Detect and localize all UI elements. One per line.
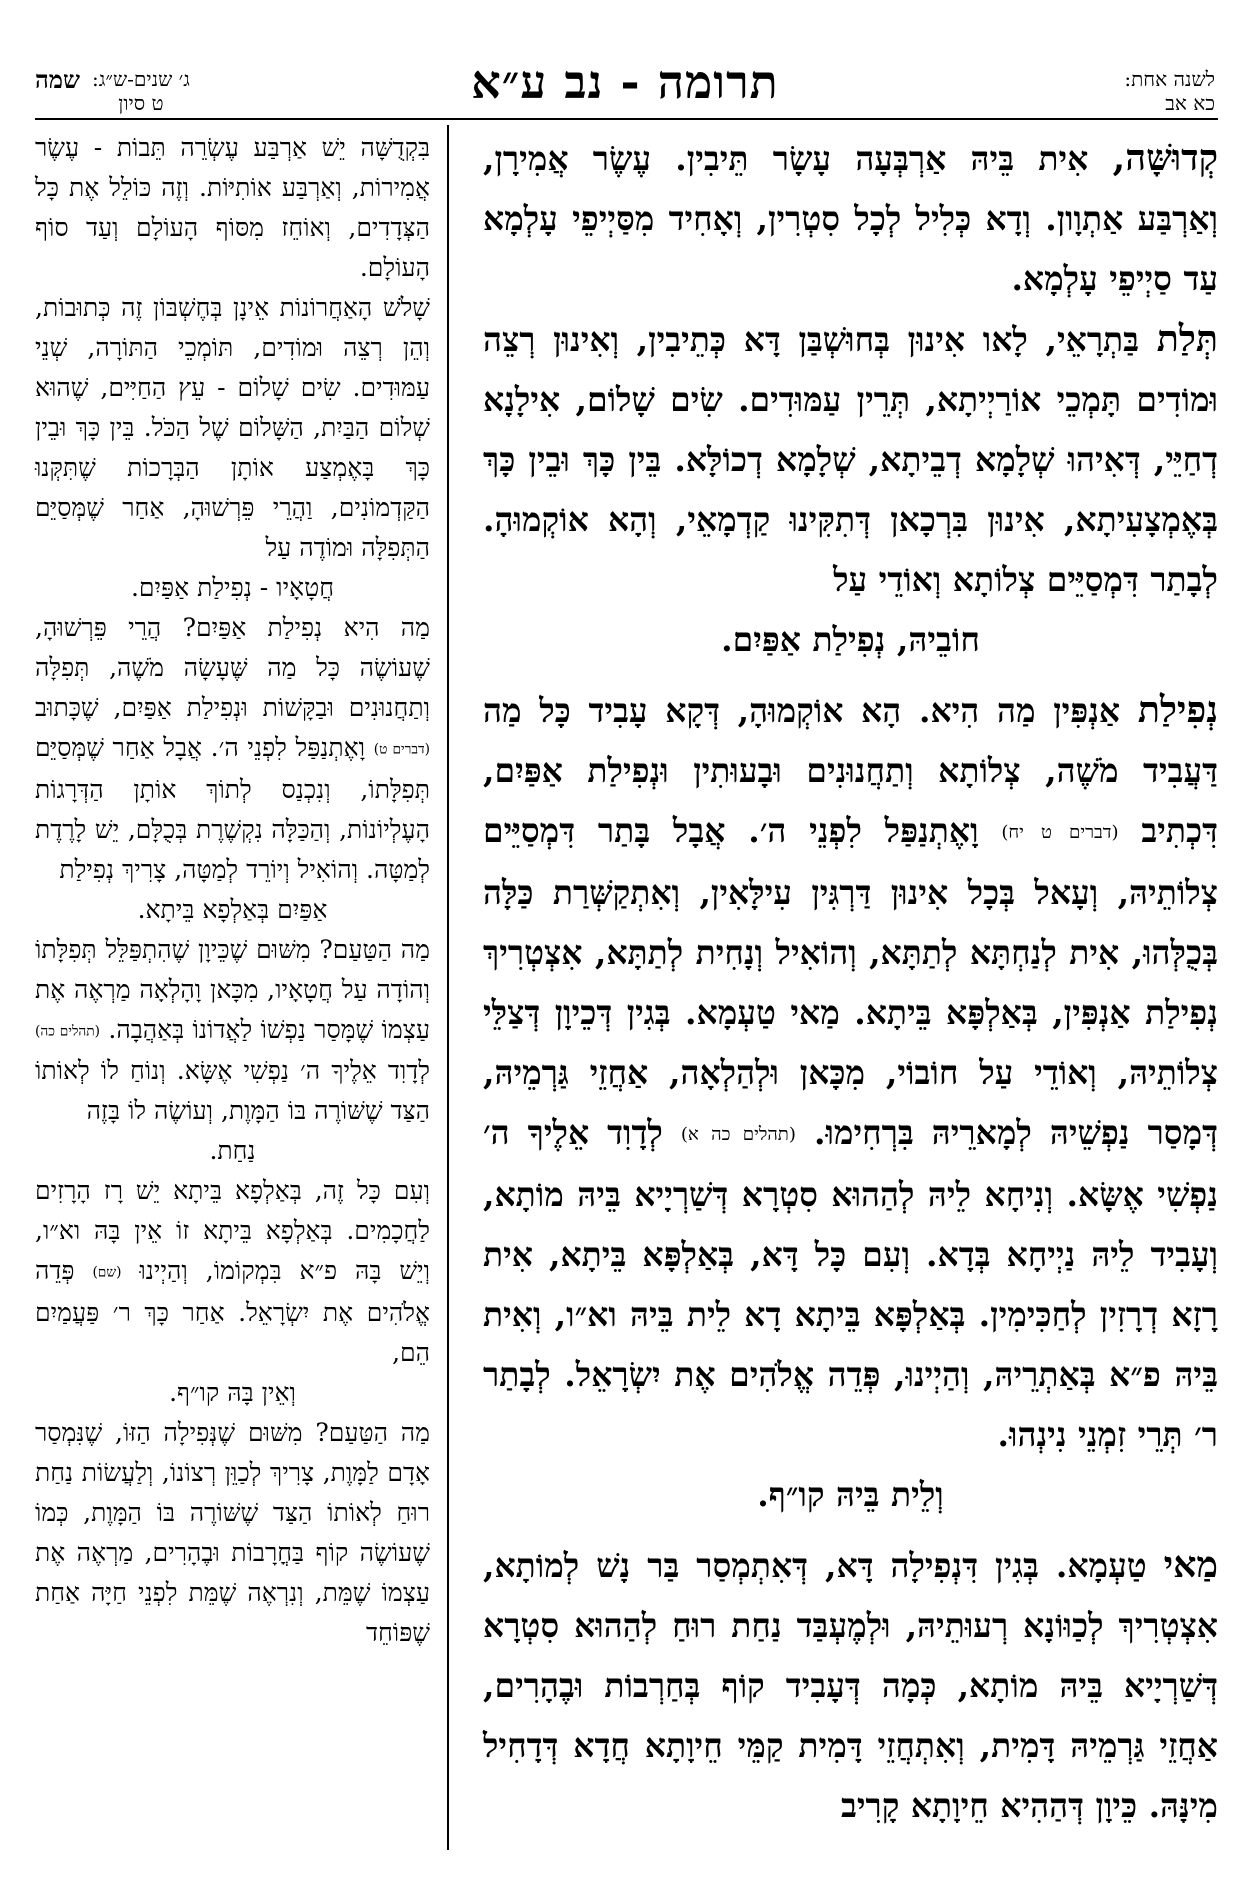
- paragraph-gap: [483, 1525, 1218, 1535]
- schedule-three-years: [35, 67, 190, 115]
- commentary-body: מַה הִיא נְפִילַת אַפַּיִם? הֲרֵי פֵּרְשׁוּהָ, שֶׁעוֹשֶׂה כָּל מַה שֶּׁעָשָׂה מֹשֶׁה, תְּפִלָּה וְתַחֲנוּנִים וּבַקָּשׁוֹת וּנְפִילַת אַפַּיִם, שֶׁכָּתוּב: [35, 613, 430, 722]
- paragraph-lead-word: נְפִילַת: [1137, 688, 1218, 731]
- main-paragraph-4: [483, 1535, 1218, 1836]
- commentary-paragraph-4-tail: נַחַת.: [209, 1136, 256, 1165]
- paragraph-gap: [483, 670, 1218, 680]
- commentary-paragraph-3-tail: אַפַּיִם בְּאַלְפָא בֵּיתָא.: [137, 894, 328, 924]
- commentary-paragraph-5: [35, 1171, 430, 1373]
- main-paragraph-1: [483, 128, 1218, 309]
- commentary-body: פְּדֵה אֱלֹהִים אֶת יִשְׂרָאֵל. אַחַר כָּךְ ר׳ פַּעֲמַיִם הֵם,: [35, 1256, 430, 1367]
- source-reference: (תהלים כה א): [680, 1124, 796, 1145]
- main-paragraph-3: [483, 680, 1218, 1465]
- paragraph-body: לְדָוִד אֵלֶיךָ ה׳ נַפְשִׁי אֶשָּׂא. וְנִיחָא לֵיהּ לְהַהוּא סִטְרָא דְּשַׁרְיָיא בֵּיהּ מוֹתָא, וְעָבִיד לֵיהּ נַיְיחָא בְּדָא. וְעִם כָּל דָּא, בְּאַלְפָּא בֵּיתָא, אִית רָזָא דְרָזִין לְחַכִּימִין. בְּאַלְפָּא בֵּיתָא דָא לֵית בֵּיהּ וא״ו, וְאִית בֵּיהּ פ״א בְּאַתְרֵיהּ, וְהַיְינוּ, פְּדֵה אֱלֹהִים אֶת יִשְׂרָאֵל. לְבָתַר ר׳ תְּרֵי זִמְנֵי נִינְהוּ.: [483, 1113, 1218, 1454]
- main-paragraph-2: [483, 309, 1218, 610]
- paragraph-body: טַעְמָא. בְּגִין דִּנְפִילָה דָּא, דְּאִתְמְסַר בַּר נָשׁ לְמוֹתָא, אִצְטְרִיךְ לְכַוּוֹנָא רְעוּתֵיהּ, וּלְמֶעְבַּד נַחַת רוּחַ לְהַהוּא סִטְרָא דְּשַׁרְיָיא בֵּיהּ מוֹתָא, כְּמָה דְּעָבִיד קוֹף בְּחַרְבוֹת וּבֶהָרִים, אַחֲזֵי גַּרְמֵיהּ דָּמִית, וְאִתְחֲזֵי דָּמִית קַמֵּי חֵיוָתָא חֲדָא דְּדָחִיל מִינָּהּ. כֵּיוָן דְּהַהִיא חֵיוָתָא קָרִיב: [483, 1546, 1218, 1825]
- page-header: [35, 55, 1215, 115]
- source-reference: (דברים ט יח): [1001, 822, 1119, 843]
- main-paragraph-2-tail: חוֹבֵיהּ, נְפִילַת אַפַּיִם.: [721, 620, 980, 659]
- column-divider: [447, 125, 449, 1850]
- source-reference: (דברים ט): [373, 741, 430, 758]
- paragraph-lead-word: תְּלַת: [1156, 317, 1218, 360]
- commentary-column: [35, 128, 430, 1653]
- commentary-body: וָאֶתְנַפַּל לִפְנֵי ה׳. אֲבָל אַחַר שֶׁמְּסַיֵּם תְּפִלָּתוֹ, וְנִכְנַס לְתוֹךְ אוֹתָן הַדְּרָגוֹת הָעֶלְיוֹנוֹת, וְהַכַּלָּה נִקְשֶׁרֶת בְּכֻלָּם, יֵשׁ לָרֶדֶת לְמַטָּה. וְהוֹאִיל וְיוֹרֵד לְמַטָּה, צָרִיךְ נְפִילַת: [35, 733, 430, 884]
- main-text-column: [483, 128, 1218, 1836]
- source-reference: (שם): [92, 1264, 122, 1281]
- schedule-one-year-label: לשנה אחת:: [1124, 67, 1215, 91]
- commentary-paragraph-5-tail: וְאֵין בָּהּ קו״ף.: [169, 1377, 296, 1407]
- commentary-body: וְעִם כָּל זֶה, בְּאַלְפָא בֵּיתָא יֵשׁ רָז הָרָזִים לַחֲכָמִים. בְּאַלְפָא בֵּיתָא זוֹ אֵין בָּהּ וא״ו, וְיֵשׁ בָּהּ פ״א בִּמְקוֹמוֹ, וְהַיְינוּ: [35, 1176, 430, 1285]
- commentary-body: לְדָוִד אֵלֶיךָ ה׳ נַפְשִׁי אֶשָּׂא. וְנוֹחַ לוֹ לְאוֹתוֹ הַצַּד שֶׁשּׁוֹרֶה בּוֹ הַמָּוֶת, וְעוֹשֶׂה לוֹ בָּזֶה: [35, 1056, 430, 1125]
- paragraph-body: וָאֶתְנַפַּל לִפְנֵי ה׳. אֲבָל בָּתַר דִּמְסַיֵּים צְלוֹתֵיהּ, וְעָאל בְּכָל אִינוּן דַּרְגִּין עִילָּאִין, וְאִתְקַשְּׁרַת כַּלָּה בְּכֻלְּהוּ, אִית לְנַחְתָּא לְתַתָּא, וְהוֹאִיל וְנָחִית לְתַתָּא, אִצְטְרִיךְ נְפִילַת אַנְפִּין, בְּאַלְפָּא בֵּיתָא. מַאי טַעְמָא. בְּגִין דְּכֵיוָן דְּצַלֵּי צְלוֹתֵיהּ, וְאוֹדֵי עַל חוֹבוֹי, מִכָּאן וּלְהַלְאָה, אַחֲזֵי גַּרְמֵיהּ, דְּמָסַר נַפְשֵׁיהּ לְמָארֵיהּ בִּרְחִימוּ.: [483, 811, 1218, 1152]
- commentary-paragraph-4: [35, 930, 430, 1132]
- commentary-paragraph-3: [35, 608, 430, 890]
- source-reference: (תהלים כה): [35, 1023, 101, 1039]
- commentary-paragraph-1: בִּקְדֻשָּׁה יֵשׁ אַרְבַּע עֶשְׂרֵה תֵּבוֹת - עֶשֶׂר אֲמִירוֹת, וְאַרְבַּע אוֹתִיּוֹת. וְזֶה כּוֹלֵל אֶת כָּל הַצְּדָדִים, וְאוֹחֵז מִסּוֹף הָעוֹלָם וְעַד סוֹף הָעוֹלָם.: [35, 133, 430, 282]
- paragraph-body: אִית בֵּיהּ אַרְבְּעָה עָשָׂר תֵּיבִין. עֶשֶׂר אֲמִירָן, וְאַרְבַּע אַתְוָון. וְדָא כְּלִיל לְכָל סִטְרִין, וְאָחִיד מִסַּיְיפֵי עָלְמָא עַד סַיְיפֵי עָלְמָא.: [483, 139, 1218, 298]
- schedule-three-years-label: ג׳ שנים-ש״ג:: [92, 67, 190, 91]
- main-paragraph-3-tail: וְלֵית בֵּיהּ קו״ף.: [757, 1475, 944, 1514]
- paragraph-lead-word: קְדוּשָּׁה,: [1112, 136, 1218, 179]
- commentary-paragraph-2-tail: חֲטָאָיו - נְפִילַת אַפַּיִם.: [130, 573, 335, 602]
- schedule-dates: [92, 67, 190, 115]
- paragraph-body: אַנְפִּין מַה הִיא. הָא אוֹקְמוּהָ, דְּקָא עָבִיד כָּל מַה דַּעֲבִיד מֹשֶׁה, צְלוֹתָא וְתַחֲנוּנִים וּבָעוּתִין וּנְפִילַת אַפַּיִם, דִּכְתִיב: [483, 691, 1219, 850]
- commentary-paragraph-2: שָׁלֹשׁ הָאַחֲרוֹנוֹת אֵינָן בְּחֶשְׁבּוֹן זֶה כְּתוּבוֹת, וְהֵן רְצֵה וּמוֹדִים, תּוֹמְכֵי הַתּוֹרָה, שְׁנֵי עַמּוּדִים. שִׂים שָׁלוֹם - עֵץ הַחַיִּים, שֶׁהוּא שְׁלוֹם הַבַּיִת, הַשָּׁלוֹם שֶׁל הַכֹּל. בֵּין כָּךְ וּבֵין כָּךְ בָּאֶמְצַע אוֹתָן הַבְּרָכוֹת שֶׁתִּקְּנוּ הַקַּדְמוֹנִים, וַהֲרֵי פֵּרְשׁוּהָ, אַחַר שֶׁמְּסַיֵּם הַתְּפִלָּה וּמוֹדֶה עַל: [35, 293, 430, 562]
- commentary-body: מַה הַטַּעַם? מִשּׁוּם שֶׁכֵּיוָן שֶׁהִתְפַּלֵּל תְּפִלָּתוֹ וְהוֹדָה עַל חֲטָאָיו, מִכָּאן וָהָלְאָה מַרְאֶה אֶת עַצְמוֹ שֶׁמָּסַר נַפְשׁוֹ לַאֲדוֹנוֹ בְּאַהֲבָה.: [35, 934, 430, 1044]
- header-divider: [35, 118, 1218, 120]
- page-title: תרומה - נב ע״א: [471, 55, 779, 109]
- paragraph-body: בַּתְרָאֵי, לָאו אִינוּן בְּחוּשְׁבַּן דָּא כְּתֵיבִין, וְאִינוּן רְצֵה וּמוֹדִים תָּמְכֵי אוֹרַיְיתָא, תְּרֵין עַמּוּדִים. שִׂים שָׁלוֹם, אִילָנָא דְחַיֵּי, דְּאִיהוּ שְׁלָמָא דְבֵיתָא, שְׁלָמָא דְכוֹלָּא. בֵּין כָּךְ וּבֵין כָּךְ בְּאֶמְצָעִיתָא, אִינוּן בִּרְכָאן דְּתִקִּינוּ קַדְמָאֵי, וְהָא אוֹקְמוּהָ. לְבָתַר דִּמְסַיֵּים צְלוֹתָא וְאוֹדֵי עַל: [483, 320, 1218, 599]
- schedule-three-years-date: ט סיון: [118, 91, 164, 115]
- commentary-paragraph-6: מַה הַטַּעַם? מִשּׁוּם שֶׁנְּפִילָה הַזּוֹ, שֶׁנִּמְסַר אָדָם לַמָּוֶת, צָרִיךְ לְכַוֵּן רְצוֹנוֹ, וְלַעֲשׂוֹת נַחַת רוּחַ לְאוֹתוֹ הַצַּד שֶׁשּׁוֹרֶה בּוֹ הַמָּוֶת, כְּמוֹ שֶׁעוֹשֶׂה קוֹף בַּחֳרָבוֹת וּבֶהָרִים, מַרְאֶה אֶת עַצְמוֹ שֶׁמֵּת, וְנִרְאֶה שֶׁמֵּת לִפְנֵי חַיָּה אַחַת שֶׁפּוֹחֵד: [35, 1417, 430, 1647]
- parsha-name: שמה: [35, 65, 81, 94]
- paragraph-lead-word: מַאי: [1163, 1543, 1218, 1586]
- schedule-one-year-date: כא אב: [1165, 91, 1215, 115]
